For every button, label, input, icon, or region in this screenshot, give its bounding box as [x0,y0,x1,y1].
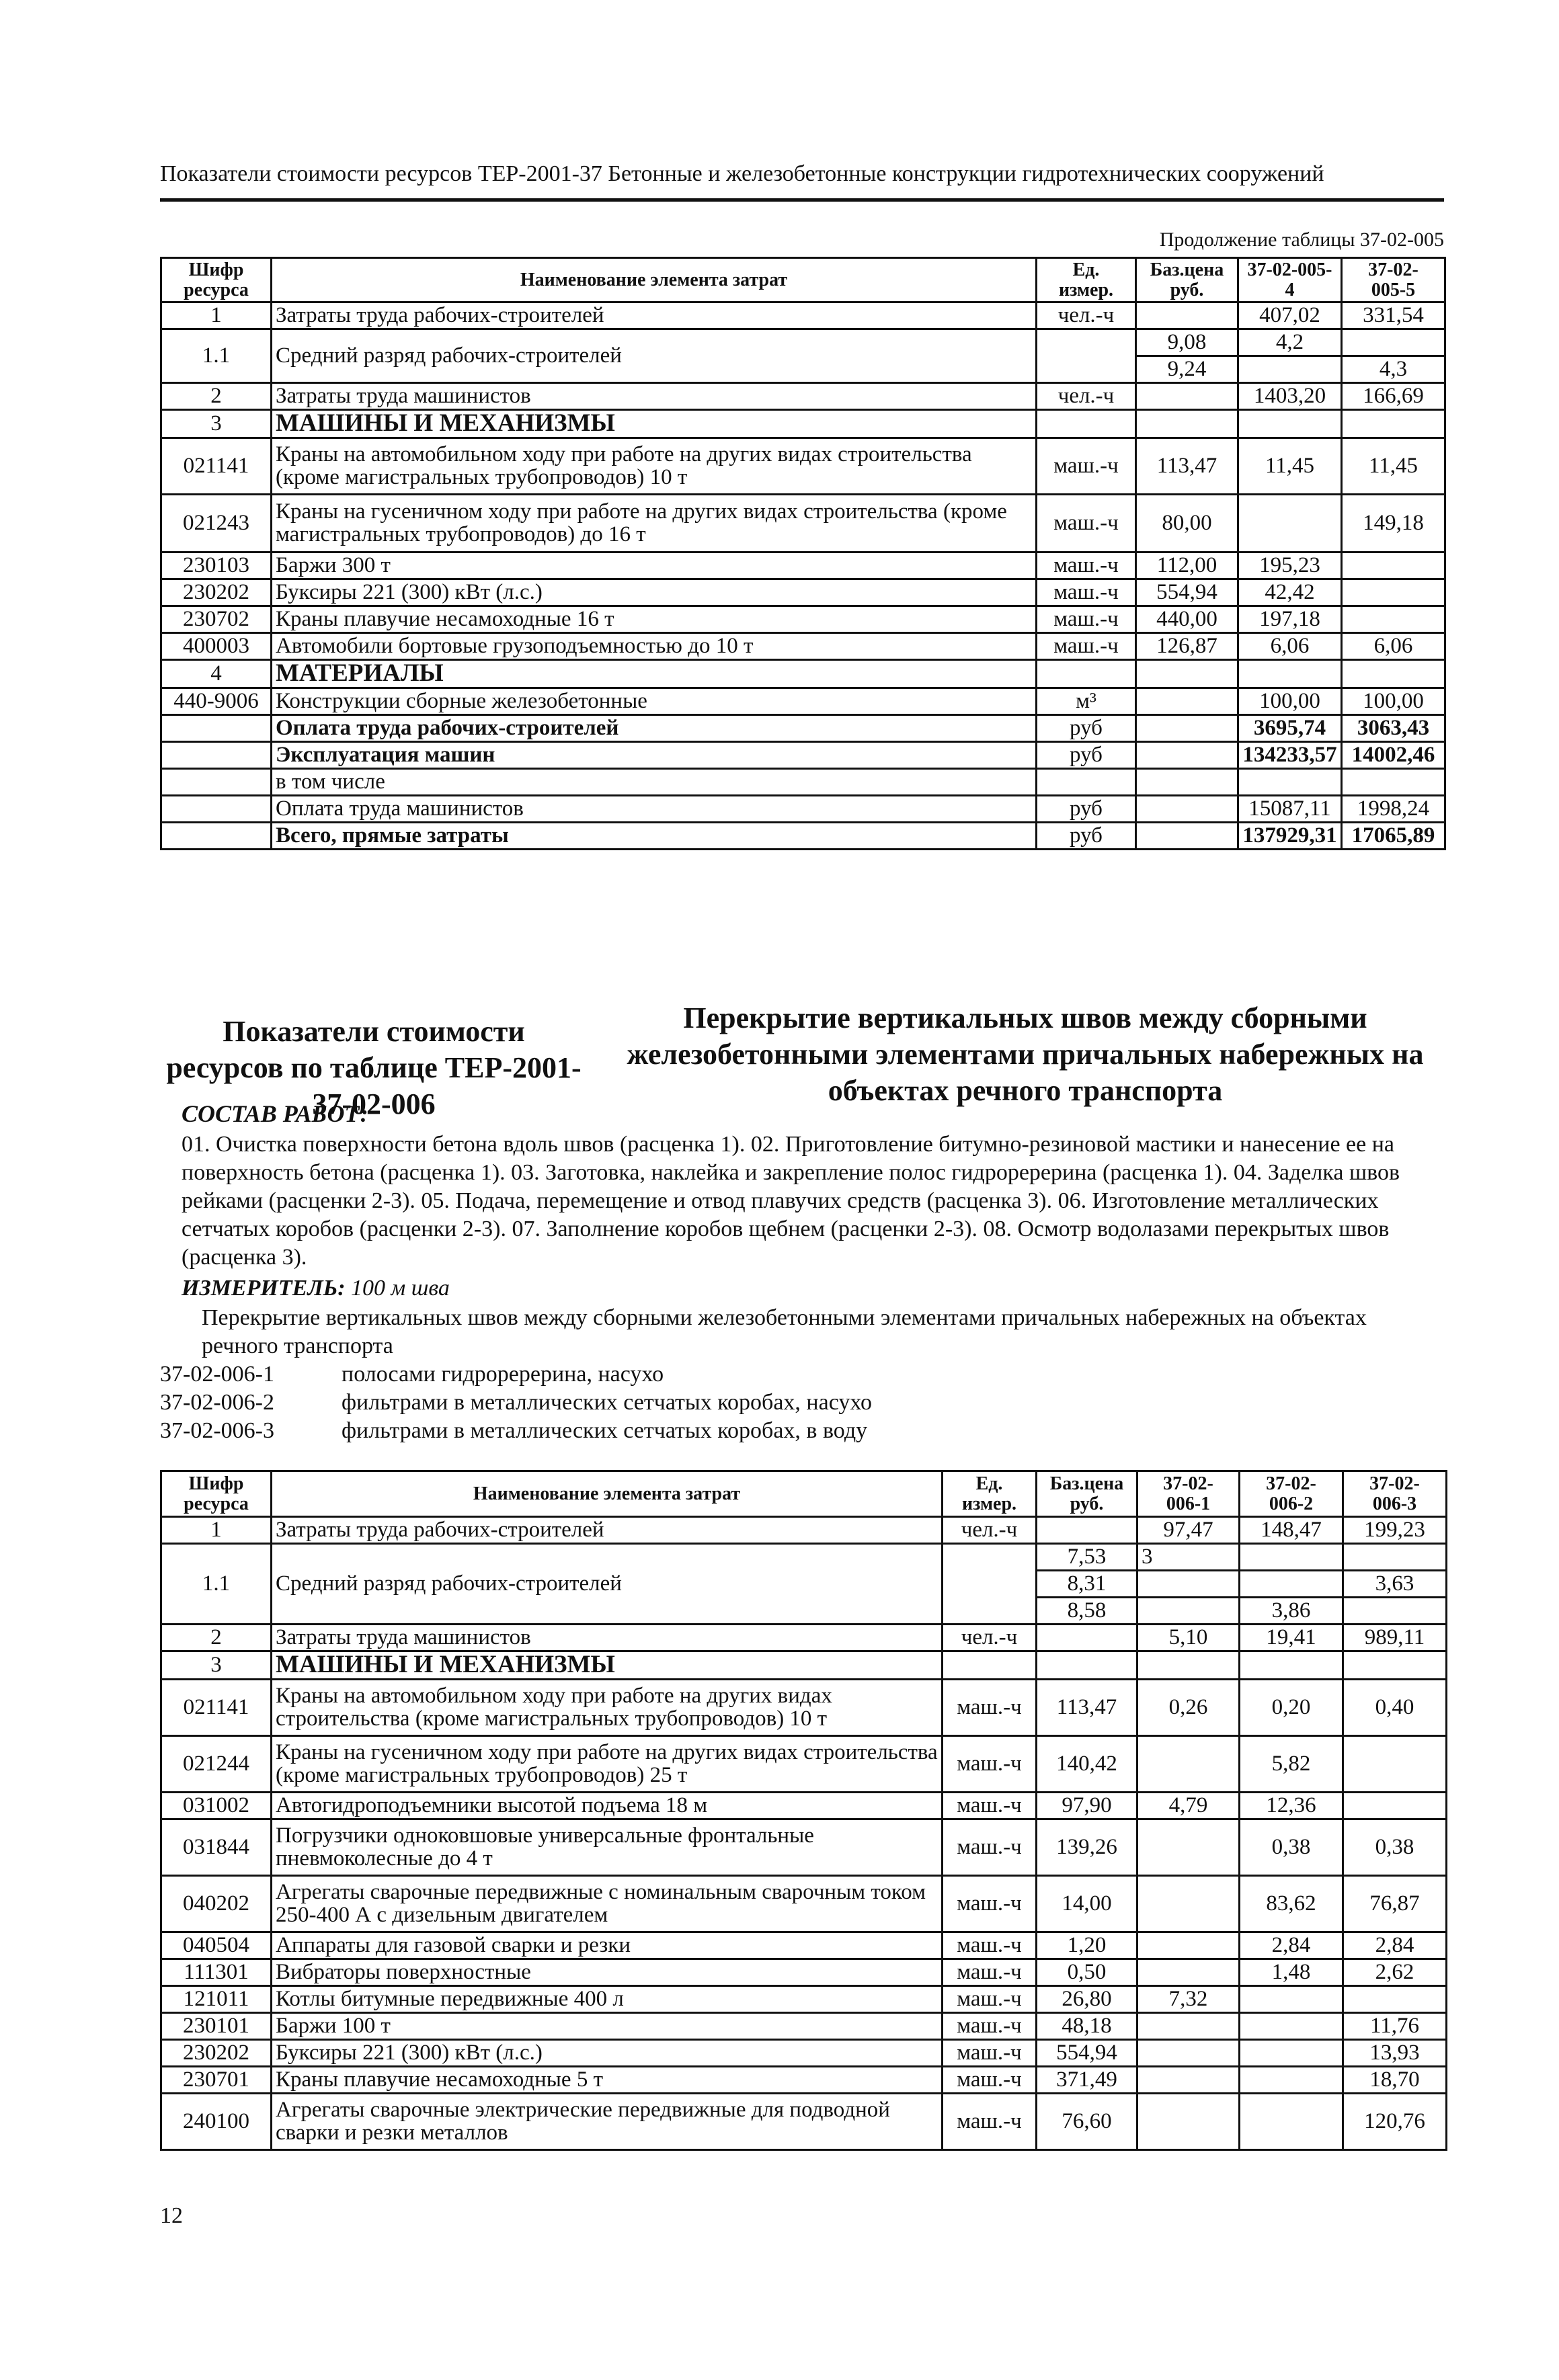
base-price: 7,53 [1037,1544,1137,1571]
value-37-02-006-2 [1240,2093,1343,2149]
table-row [161,1985,1447,2012]
value-37-02-005-4: 4,2 [1238,329,1342,356]
table-row [161,2093,1447,2149]
resource-unit: маш.-ч [1037,438,1136,494]
value-37-02-006-2 [1240,2066,1343,2093]
table-row [161,2012,1447,2039]
base-price: 8,31 [1037,1571,1137,1598]
section-left-title: Показатели стоимости ресурсов по таблице ТЕР-2001-37-02-006 [166,1015,582,1120]
empty-cell [943,1651,1037,1680]
table-row [161,1819,1447,1875]
resource-unit: маш.-ч [1037,579,1136,606]
value-37-02-005-5: 331,54 [1342,302,1445,329]
base-price: 14,00 [1037,1875,1137,1932]
resource-name: Затраты труда рабочих-строителей [272,302,1037,329]
resource-code: 031844 [161,1819,272,1875]
col-header-unit: Ед. измер. [1037,258,1136,302]
resource-code: 111301 [161,1959,272,1985]
col-header-code: Шифр ресурса [161,1471,272,1517]
list-item [160,1417,872,1445]
value-37-02-006-2 [1240,2012,1343,2039]
value-37-02-005-4: 15087,11 [1238,795,1342,822]
table-row [161,302,1445,329]
resource-code: 230101 [161,2012,272,2039]
table-row [161,2039,1447,2066]
table-row [161,494,1445,552]
summary-label: Оплата труда рабочих-строителей [272,714,1037,741]
base-price: 554,94 [1136,579,1238,606]
empty-cell [1037,659,1136,688]
resource-unit: маш.-ч [943,1959,1037,1985]
base-price [1037,1517,1137,1544]
col-header-name: Наименование элемента затрат [272,1471,943,1517]
value-37-02-006-3 [1343,1735,1447,1792]
table-row [161,1792,1447,1819]
empty-cell [1136,410,1238,438]
table-header-row [161,258,1445,302]
table-row [161,2066,1447,2093]
empty-cell [1342,659,1445,688]
resource-name: Средний разряд рабочих-строителей [272,1544,943,1625]
measurement-description: Перекрытие вертикальных швов между сборными железобетонными элементами причальных набережных на объектах речного транспорта [202,1305,1367,1358]
table-header-row [161,1471,1447,1517]
resource-code: 031002 [161,1792,272,1819]
col-header-unit: Ед. измер. [943,1471,1037,1517]
summary-label: Всего, прямые затраты [272,822,1037,849]
resource-name: Котлы битумные передвижные 400 л [272,1985,943,2012]
base-price [1136,383,1238,410]
list-item [160,1389,872,1417]
table-row [161,1932,1447,1959]
empty-cell [1136,659,1238,688]
header-rule [160,198,1444,202]
resource-code: 021141 [161,438,272,494]
empty-cell [1037,410,1136,438]
base-price: 26,80 [1037,1985,1137,2012]
value-37-02-005-4: 1403,20 [1238,383,1342,410]
col-header-price: Баз.цена руб. [1037,1471,1137,1517]
resource-name: Краны на гусеничном ходу при работе на других видах строительства (кроме магистральных трубопроводов) 25 т [272,1735,943,1792]
table-row [161,1875,1447,1932]
resource-unit: руб [1037,741,1136,768]
resource-unit: маш.-ч [943,1792,1037,1819]
resource-unit: чел.-ч [943,1625,1037,1651]
value-37-02-006-3: 13,93 [1343,2039,1447,2066]
resource-code: 1.1 [161,1544,272,1625]
rate-description: полосами гидроререрина, насухо [342,1362,664,1387]
resource-unit: маш.-ч [943,2093,1037,2149]
resource-name: Затраты труда машинистов [272,383,1037,410]
col-header-37-02-006-1: 37-02- 006-1 [1137,1471,1240,1517]
page-header-title: Показатели стоимости ресурсов ТЕР-2001-37 Бетонные и железобетонные конструкции гидротехнических сооружений [160,161,1324,186]
resource-unit: руб [1037,822,1136,849]
value-37-02-006-3: 2,84 [1343,1932,1447,1959]
section-title: МАШИНЫ И МЕХАНИЗМЫ [272,410,1037,438]
resource-name: Краны на автомобильном ходу при работе на других видах строительства (кроме магистральных трубопроводов) 10 т [272,1679,943,1735]
table-row [161,1959,1447,1985]
rate-code: 37-02-006-3 [160,1418,274,1443]
base-price: 76,60 [1037,2093,1137,2149]
value-37-02-006-1: 3 [1137,1544,1240,1571]
value-37-02-006-1 [1137,2012,1240,2039]
value-37-02-006-2: 12,36 [1240,1792,1343,1819]
value-37-02-006-1 [1137,1875,1240,1932]
empty-cell [1037,768,1136,795]
base-price: 48,18 [1037,2012,1137,2039]
resource-unit: маш.-ч [943,1735,1037,1792]
summary-label: Оплата труда машинистов [272,795,1037,822]
value-37-02-006-1 [1137,1932,1240,1959]
resource-name: Вибраторы поверхностные [272,1959,943,1985]
value-37-02-006-3: 11,76 [1343,2012,1447,2039]
value-37-02-005-5 [1342,579,1445,606]
value-37-02-006-1 [1137,2066,1240,2093]
resource-code: 1 [161,302,272,329]
resource-unit: маш.-ч [943,1875,1037,1932]
col-header-price: Баз.цена руб. [1136,258,1238,302]
resource-unit: руб [1037,795,1136,822]
table-section-row [161,410,1445,438]
resource-code: 2 [161,1625,272,1651]
rate-code: 37-02-006-1 [160,1362,274,1387]
base-price: 80,00 [1136,494,1238,552]
base-price: 554,94 [1037,2039,1137,2066]
base-price: 126,87 [1136,632,1238,659]
value-37-02-005-5: 3063,43 [1342,714,1445,741]
resource-unit: маш.-ч [1037,552,1136,579]
measurement-value: 100 м шва [351,1276,450,1301]
value-37-02-005-4: 134233,57 [1238,741,1342,768]
work-composition-label: СОСТАВ РАБОТ: [182,1100,368,1127]
value-37-02-006-3: 120,76 [1343,2093,1447,2149]
empty-cell [161,822,272,849]
resource-unit [1037,329,1136,383]
resource-name: Баржи 300 т [272,552,1037,579]
resource-code: 240100 [161,2093,272,2149]
resource-unit: маш.-ч [943,2066,1037,2093]
col-header-37-02-005-4: 37-02-005- 4 [1238,258,1342,302]
table-row [161,1679,1447,1735]
value-37-02-006-2: 83,62 [1240,1875,1343,1932]
empty-cell [1037,1651,1137,1680]
table-section-row [161,1651,1447,1680]
value-37-02-006-2: 3,86 [1240,1598,1343,1625]
value-37-02-006-2: 1,48 [1240,1959,1343,1985]
value-37-02-006-3: 3,63 [1343,1571,1447,1598]
value-37-02-005-5: 4,3 [1342,356,1445,383]
value-37-02-006-2: 19,41 [1240,1625,1343,1651]
resource-name: Погрузчики одноковшовые универсальные фронтальные пневмоколесные до 4 т [272,1819,943,1875]
value-37-02-006-1 [1137,1571,1240,1598]
value-37-02-006-1: 97,47 [1137,1517,1240,1544]
base-price: 0,50 [1037,1959,1137,1985]
table-row [161,329,1445,356]
empty-cell [1136,741,1238,768]
summary-row [161,822,1445,849]
table-row [161,1517,1447,1544]
col-header-name: Наименование элемента затрат [272,258,1037,302]
resource-code: 040504 [161,1932,272,1959]
value-37-02-005-4 [1238,356,1342,383]
resource-unit: маш.-ч [1037,494,1136,552]
summary-row [161,714,1445,741]
work-composition-text: 01. Очистка поверхности бетона вдоль швов (расценка 1). 02. Приготовление битумно-резиновой мастики и нанесение ее на поверхность бетона (расценка 1). 03. Заготовка, наклейка и закрепление полос гидроререрина (расценка 1). 04. Заделка швов рейками (расценки 2-3). 05. Подача, перемещение и отвод плавучих средств (расценка 3). 06. Изготовление металлических сетчатых коробов (расценки 2-3). 07. Заполнение коробов щебнем (расценки 2-3). 08. Осмотр водолазами перекрытых швов (расценка 3). [182,1132,1400,1270]
resource-code: 230702 [161,606,272,632]
resource-unit: чел.-ч [1037,302,1136,329]
col-header-37-02-006-2: 37-02- 006-2 [1240,1471,1343,1517]
value-37-02-006-1 [1137,1819,1240,1875]
section-code: 3 [161,1651,272,1680]
base-price: 9,08 [1136,329,1238,356]
value-37-02-006-2 [1240,1571,1343,1598]
table-row [161,606,1445,632]
value-37-02-006-3 [1343,1598,1447,1625]
resource-name: Затраты труда машинистов [272,1625,943,1651]
value-37-02-006-2: 2,84 [1240,1932,1343,1959]
resource-unit [943,1544,1037,1625]
resource-code: 021243 [161,494,272,552]
section-right-title: Перекрытие вертикальных швов между сборными железобетонными элементами причальных набережных на объектах речного транспорта [627,1001,1424,1107]
base-price [1037,1625,1137,1651]
section-title: МАШИНЫ И МЕХАНИЗМЫ [272,1651,943,1680]
value-37-02-006-1: 5,10 [1137,1625,1240,1651]
base-price [1136,302,1238,329]
value-37-02-005-5: 1998,24 [1342,795,1445,822]
measurement-unit [182,1276,450,1301]
resource-name: Агрегаты сварочные передвижные с номинальным сварочным током 250-400 А с дизельным двигателем [272,1875,943,1932]
value-37-02-005-4: 197,18 [1238,606,1342,632]
value-37-02-006-3 [1343,1792,1447,1819]
base-price: 1,20 [1037,1932,1137,1959]
value-37-02-006-2 [1240,2039,1343,2066]
value-37-02-006-3: 18,70 [1343,2066,1447,2093]
resource-name: Краны плавучие несамоходные 16 т [272,606,1037,632]
resource-unit: маш.-ч [943,1819,1037,1875]
empty-cell [1136,795,1238,822]
resource-name: Буксиры 221 (300) кВт (л.с.) [272,2039,943,2066]
resource-code: 440-9006 [161,688,272,714]
resource-code: 021244 [161,1735,272,1792]
value-37-02-006-1 [1137,1598,1240,1625]
base-price: 112,00 [1136,552,1238,579]
resource-code: 1 [161,1517,272,1544]
rate-code: 37-02-006-2 [160,1390,274,1415]
empty-cell [161,741,272,768]
resource-name: Краны плавучие несамоходные 5 т [272,2066,943,2093]
value-37-02-005-5: 6,06 [1342,632,1445,659]
resource-name: Конструкции сборные железобетонные [272,688,1037,714]
table-row [161,579,1445,606]
table-row [161,688,1445,714]
summary-label: в том числе [272,768,1037,795]
base-price: 371,49 [1037,2066,1137,2093]
empty-cell [1238,410,1342,438]
resource-unit: руб [1037,714,1136,741]
empty-cell [1137,1651,1240,1680]
rate-description: фильтрами в металлических сетчатых коробах, в воду [342,1418,868,1443]
empty-cell [1136,714,1238,741]
value-37-02-006-1 [1137,1735,1240,1792]
resource-name: Буксиры 221 (300) кВт (л.с.) [272,579,1037,606]
resource-code: 1.1 [161,329,272,383]
empty-cell [1238,768,1342,795]
value-37-02-005-4: 407,02 [1238,302,1342,329]
base-price: 139,26 [1037,1819,1137,1875]
resource-unit: маш.-ч [943,1985,1037,2012]
empty-cell [1342,768,1445,795]
summary-row [161,768,1445,795]
base-price: 8,58 [1037,1598,1137,1625]
summary-label: Эксплуатация машин [272,741,1037,768]
table-row [161,1625,1447,1651]
base-price [1136,688,1238,714]
resource-unit: маш.-ч [943,2039,1037,2066]
rate-description: фильтрами в металлических сетчатых коробах, насухо [342,1390,873,1415]
value-37-02-005-4: 195,23 [1238,552,1342,579]
base-price: 97,90 [1037,1792,1137,1819]
resource-unit: маш.-ч [1037,632,1136,659]
resource-unit: маш.-ч [943,1679,1037,1735]
value-37-02-006-3: 989,11 [1343,1625,1447,1651]
col-header-37-02-006-3: 37-02- 006-3 [1343,1471,1447,1517]
base-price: 113,47 [1136,438,1238,494]
resource-unit: маш.-ч [943,1932,1037,1959]
resource-name: Затраты труда рабочих-строителей [272,1517,943,1544]
value-37-02-006-2: 148,47 [1240,1517,1343,1544]
value-37-02-005-5 [1342,329,1445,356]
resource-unit: маш.-ч [943,2012,1037,2039]
resource-name: Краны на автомобильном ходу при работе на других видах строительства (кроме магистральных трубопроводов) 10 т [272,438,1037,494]
value-37-02-005-4: 137929,31 [1238,822,1342,849]
resource-unit: маш.-ч [1037,606,1136,632]
value-37-02-006-1 [1137,2039,1240,2066]
resource-code: 230202 [161,579,272,606]
col-header-code: Шифр ресурса [161,258,272,302]
section-code: 3 [161,410,272,438]
value-37-02-006-3: 199,23 [1343,1517,1447,1544]
summary-row [161,741,1445,768]
empty-cell [1136,768,1238,795]
value-37-02-005-4 [1238,494,1342,552]
value-37-02-006-3 [1343,1544,1447,1571]
value-37-02-005-5 [1342,552,1445,579]
value-37-02-006-2: 5,82 [1240,1735,1343,1792]
resource-table-37-02-005 [160,257,1446,850]
value-37-02-006-1: 7,32 [1137,1985,1240,2012]
value-37-02-005-5: 14002,46 [1342,741,1445,768]
value-37-02-005-4: 100,00 [1238,688,1342,714]
value-37-02-005-4: 11,45 [1238,438,1342,494]
list-item [160,1360,872,1389]
table-row [161,1735,1447,1792]
resource-unit: чел.-ч [943,1517,1037,1544]
value-37-02-006-3: 0,38 [1343,1819,1447,1875]
value-37-02-005-4: 42,42 [1238,579,1342,606]
value-37-02-006-2: 0,20 [1240,1679,1343,1735]
empty-cell [1342,410,1445,438]
resource-code: 021141 [161,1679,272,1735]
section-code: 4 [161,659,272,688]
base-price: 440,00 [1136,606,1238,632]
table1-caption: Продолжение таблицы 37-02-005 [1159,229,1444,251]
summary-row [161,795,1445,822]
value-37-02-005-5: 149,18 [1342,494,1445,552]
resource-code: 121011 [161,1985,272,2012]
value-37-02-006-3: 76,87 [1343,1875,1447,1932]
value-37-02-006-2 [1240,1985,1343,2012]
value-37-02-005-5: 166,69 [1342,383,1445,410]
empty-cell [1343,1651,1447,1680]
value-37-02-006-3: 0,40 [1343,1679,1447,1735]
value-37-02-006-1: 4,79 [1137,1792,1240,1819]
empty-cell [1240,1651,1343,1680]
resource-unit: чел.-ч [1037,383,1136,410]
section-title: МАТЕРИАЛЫ [272,659,1037,688]
resource-name: Краны на гусеничном ходу при работе на других видах строительства (кроме магистральных трубопроводов) до 16 т [272,494,1037,552]
resource-code: 400003 [161,632,272,659]
resource-table-37-02-006 [160,1470,1447,2151]
empty-cell [161,768,272,795]
value-37-02-006-1 [1137,2093,1240,2149]
value-37-02-005-5: 100,00 [1342,688,1445,714]
table-section-row [161,659,1445,688]
empty-cell [161,714,272,741]
resource-name: Автогидроподъемники высотой подъема 18 м [272,1792,943,1819]
resource-code: 230701 [161,2066,272,2093]
resource-name: Агрегаты сварочные электрические передвижные для подводной сварки и резки металлов [272,2093,943,2149]
page-number: 12 [160,2203,183,2228]
value-37-02-006-3 [1343,1985,1447,2012]
table-row [161,552,1445,579]
base-price: 113,47 [1037,1679,1137,1735]
empty-cell [1238,659,1342,688]
resource-name: Средний разряд рабочих-строителей [272,329,1037,383]
resource-name: Автомобили бортовые грузоподъемностью до 10 т [272,632,1037,659]
resource-code: 230202 [161,2039,272,2066]
measurement-label: ИЗМЕРИТЕЛЬ: [182,1276,346,1301]
value-37-02-006-3: 2,62 [1343,1959,1447,1985]
col-header-37-02-005-5: 37-02- 005-5 [1342,258,1445,302]
table-row [161,632,1445,659]
value-37-02-006-2: 0,38 [1240,1819,1343,1875]
empty-cell [161,795,272,822]
resource-code: 230103 [161,552,272,579]
resource-unit: м³ [1037,688,1136,714]
base-price: 9,24 [1136,356,1238,383]
base-price: 140,42 [1037,1735,1137,1792]
resource-code: 2 [161,383,272,410]
resource-name: Аппараты для газовой сварки и резки [272,1932,943,1959]
table-row [161,383,1445,410]
table-row [161,1544,1447,1571]
empty-cell [1136,822,1238,849]
resource-code: 040202 [161,1875,272,1932]
value-37-02-005-5: 17065,89 [1342,822,1445,849]
value-37-02-005-5 [1342,606,1445,632]
value-37-02-006-1 [1137,1959,1240,1985]
table-row [161,438,1445,494]
resource-name: Баржи 100 т [272,2012,943,2039]
value-37-02-005-4: 6,06 [1238,632,1342,659]
value-37-02-006-1: 0,26 [1137,1679,1240,1735]
value-37-02-005-4: 3695,74 [1238,714,1342,741]
value-37-02-005-5: 11,45 [1342,438,1445,494]
value-37-02-006-2 [1240,1544,1343,1571]
rate-code-list [160,1360,872,1445]
